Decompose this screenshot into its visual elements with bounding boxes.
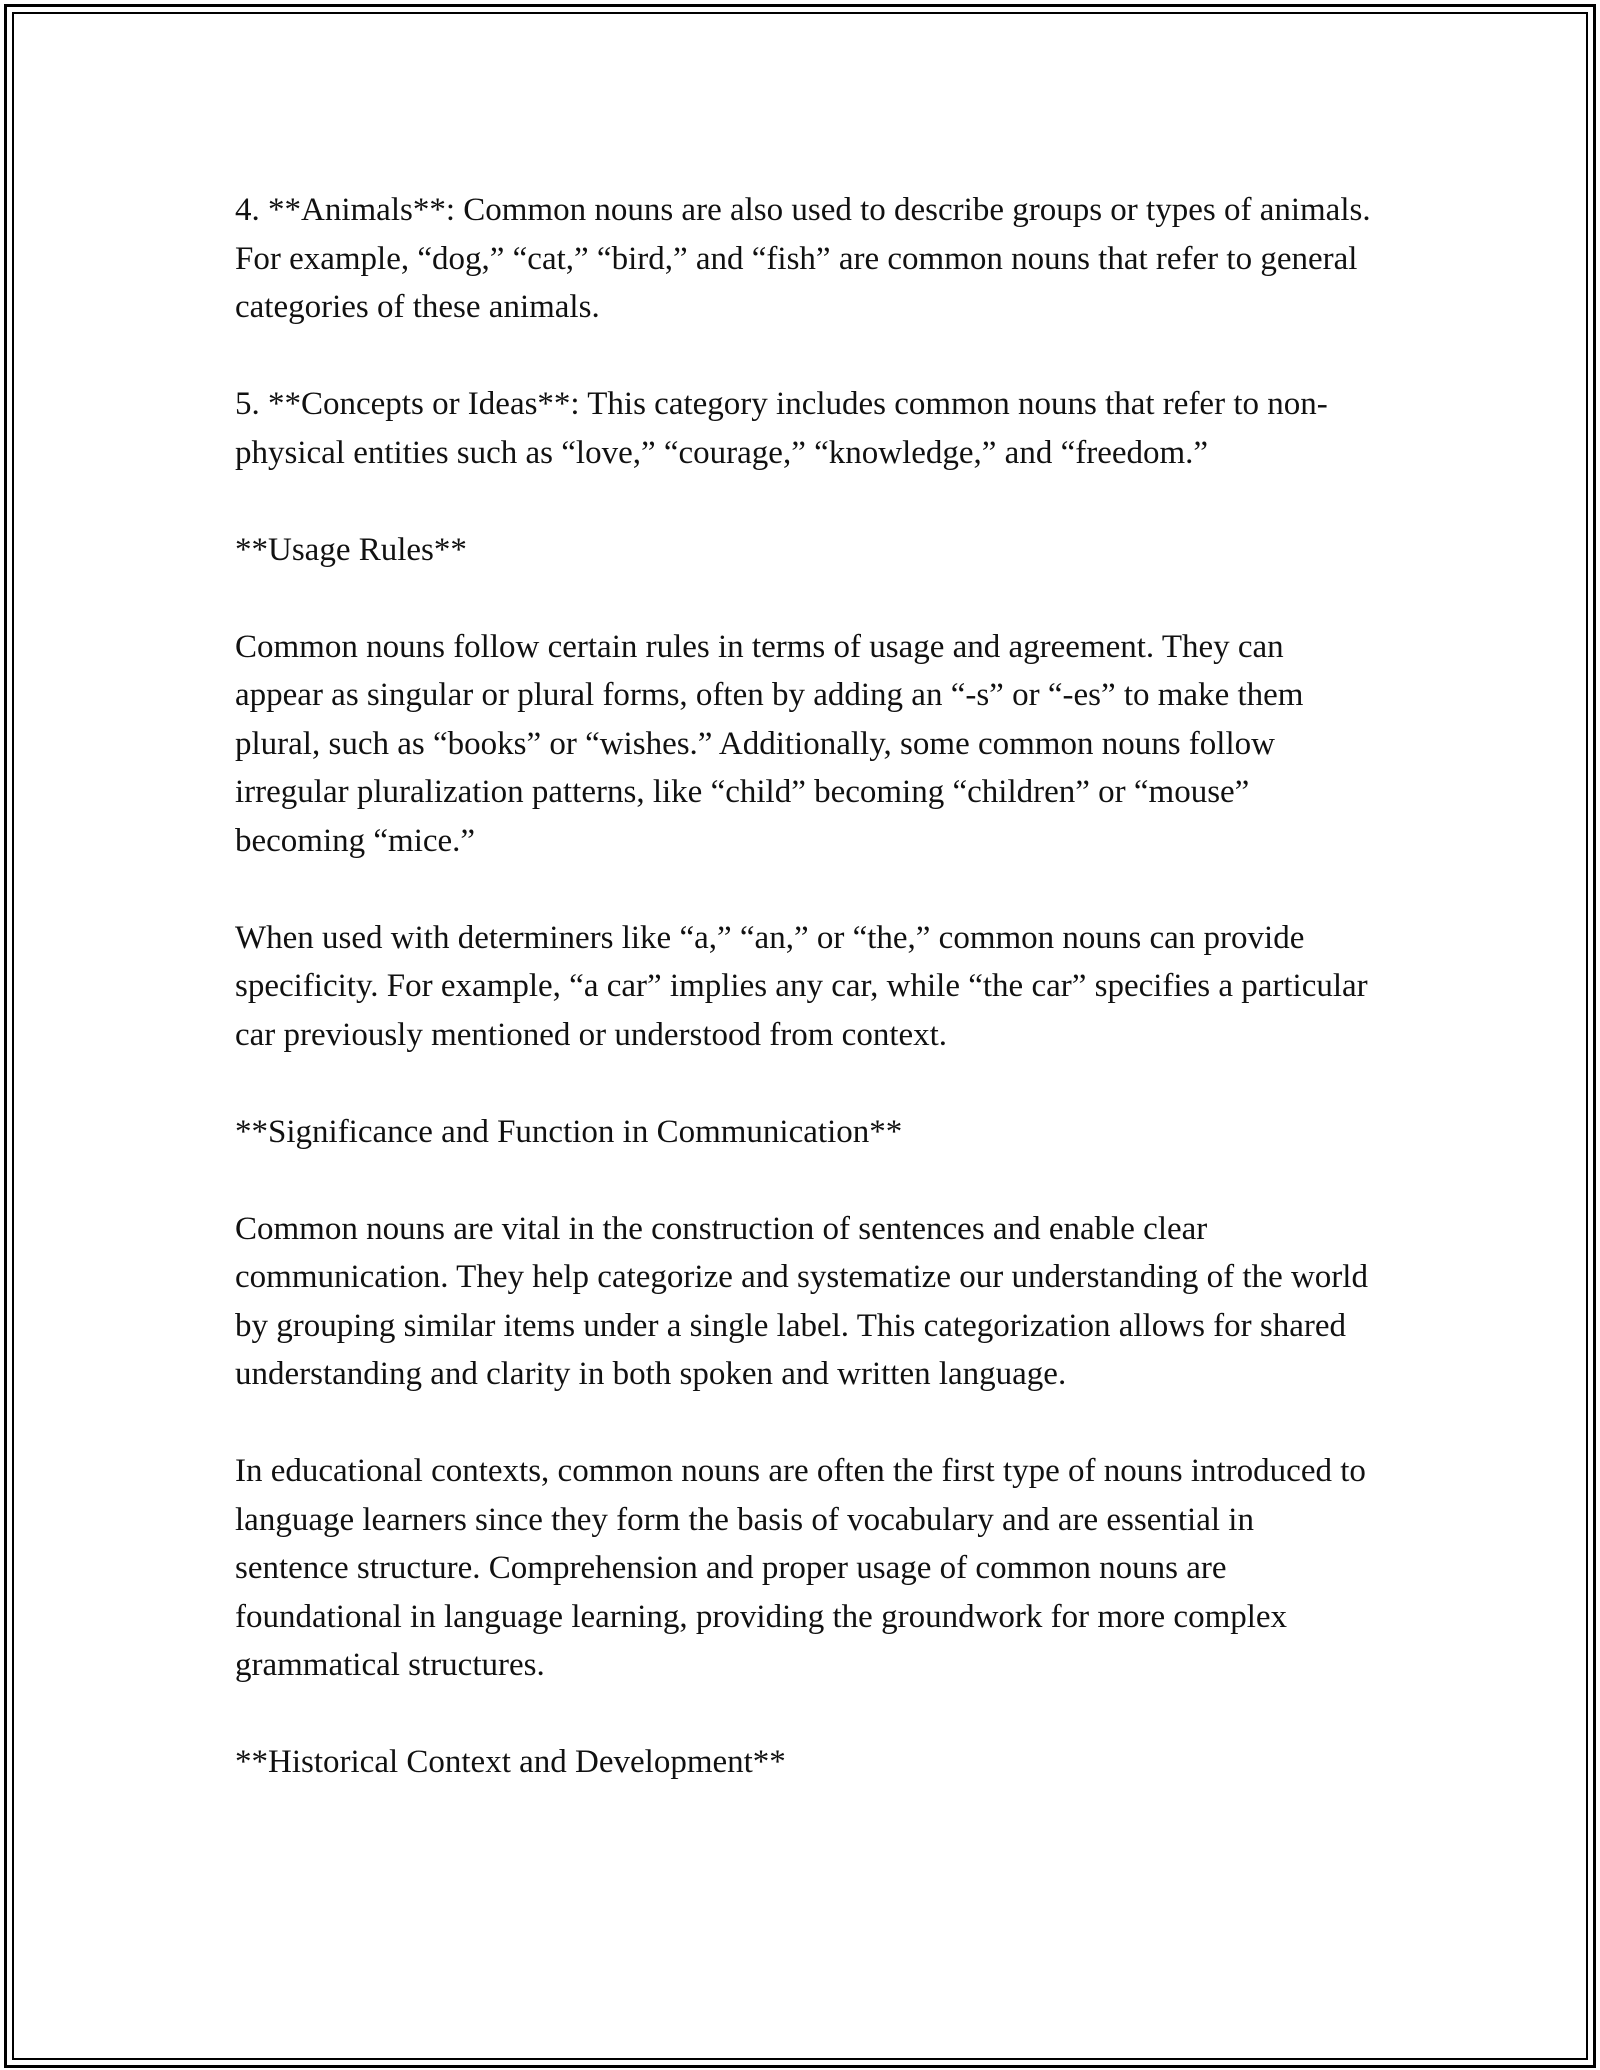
- document-body: [235, 186, 1375, 1835]
- paragraph-educational: In educational contexts, common nouns are often the first type of nouns introduced to language learners since they form the basis of vocabulary and are essential in sentence structure. Comprehension and proper usage of common nouns are foundational in language learning, providing the groundwork for more complex grammatical structures.: [235, 1453, 1366, 1683]
- paragraph-determiners: When used with determiners like “a,” “an,” or “the,” common nouns can provide specificity. For example, “a car” implies any car, while “the car” specifies a particular car previously mentioned or understood from context.: [235, 919, 1368, 1053]
- paragraph-concepts-ideas: 5. **Concepts or Ideas**: This category includes common nouns that refer to non-physical entities such as “love,” “courage,” “knowledge,” and “freedom.”: [235, 386, 1328, 471]
- paragraph-animals: 4. **Animals**: Common nouns are also used to describe groups or types of animals. For example, “dog,” “cat,” “bird,” and “fish” are common nouns that refer to general categories of these animals.: [235, 192, 1371, 325]
- heading-significance: **Significance and Function in Communication**: [235, 1113, 903, 1150]
- paragraph-usage-agreement: Common nouns follow certain rules in terms of usage and agreement. They can appear as singular or plural forms, often by adding an “-s” or “-es” to make them plural, such as “books” or “wishes.” Additionally, some common nouns follow irregular pluralization patterns, like “child” becoming “children” or “mouse” becoming “mice.”: [235, 628, 1304, 859]
- heading-historical-context: **Historical Context and Development**: [235, 1744, 786, 1780]
- heading-usage-rules: **Usage Rules**: [235, 531, 467, 568]
- paragraph-communication: Common nouns are vital in the construction of sentences and enable clear communication. They help categorize and systematize our understanding of the world by grouping similar items under a single label. This categorization allows for shared understanding and clarity in both spoken and written language.: [235, 1210, 1368, 1392]
